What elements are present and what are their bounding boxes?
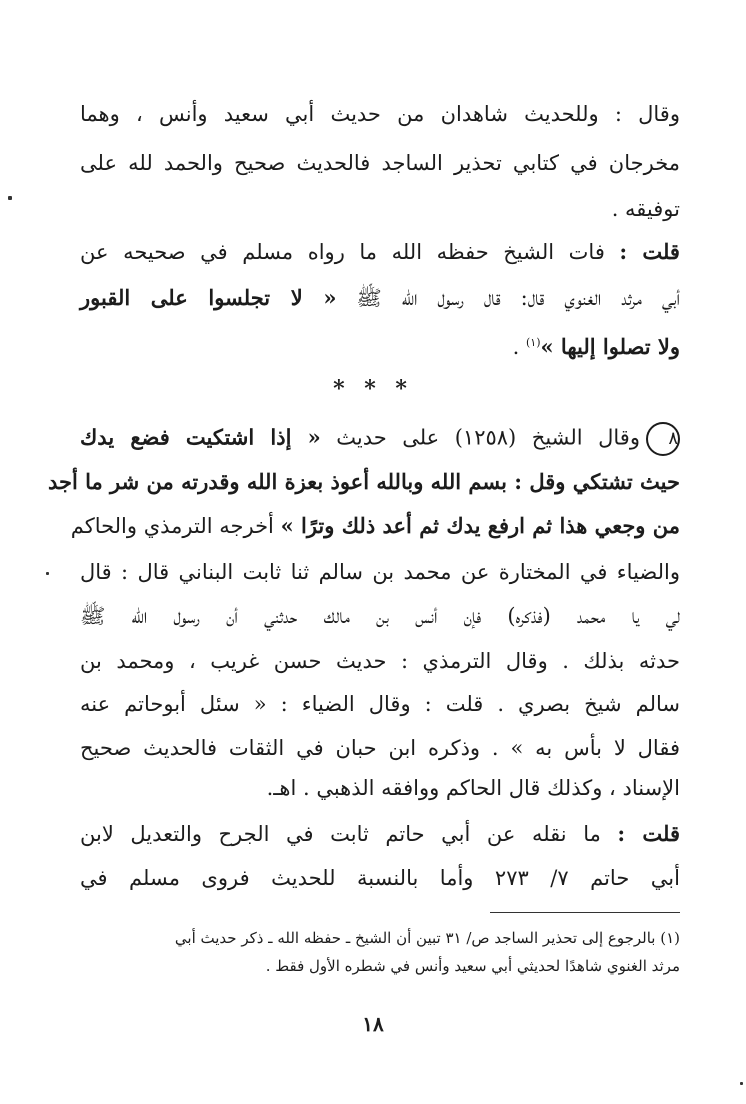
scan-speck (740, 1082, 743, 1085)
text-line: قلت : فات الشيخ حفظه الله ما رواه مسلم في صحيحه عن (80, 239, 680, 264)
text-line: وقال : وللحديث شاهدان من حديث أبي سعيد وأنس ، وهما (80, 102, 680, 126)
text-line: والضياء في المختارة عن محمد بن سالم ثنا ثابت البناني قال : قال (80, 560, 680, 584)
text-line: حيث تشتكي وقل : بسم الله وبالله أعوذ بعزة الله وقدرته من شر ما أجد (47, 469, 680, 494)
text-line: لي يا محمد (فذكره) فإن أنس بن مالك حدثني أن رسول الله ﷺ (80, 604, 680, 628)
text-line: حدثه بذلك . وقال الترمذي : حديث حسن غريب ، ومحمد بن (80, 649, 680, 673)
item-number-circle: ٨ (646, 422, 680, 456)
footnote-marker: (١) (525, 336, 541, 349)
scan-speck (46, 572, 49, 575)
text-line: الإسناد ، وكذلك قال الحاكم ووافقه الذهبي . اهـ. (266, 776, 680, 800)
text-line: من وجعي هذا ثم ارفع يدك ثم أعد ذلك وترًا » أخرجه الترمذي والحاكم (70, 513, 680, 538)
footnote-line: مرثد الغنوي شاهدًا لحديثي أبي سعيد وأنس في شطره الأول فقط . (265, 957, 680, 975)
section-separator: * * * (333, 376, 413, 402)
text-line: ولا تصلوا إليها »$^{(١)}$ . (512, 334, 680, 359)
footnote-rule (490, 912, 680, 913)
scan-speck (8, 196, 12, 200)
text-line: أبي مرثد الغنوي قال: قال رسول الله ﷺ « لا تجلسوا على القبور (80, 285, 680, 310)
text-line: فقال لا بأس به » . وذكره ابن حبان في الثقات فالحديث صحيح (80, 736, 680, 760)
text-line: أبي حاتم ٧/ ٢٧٣ وأما بالنسبة للحديث فروى مسلم في (80, 866, 680, 890)
text-line: قلت : ما نقله عن أبي حاتم ثابت في الجرح والتعديل لابن (80, 821, 680, 846)
text-line: ٨وقال الشيخ (١٢٥٨) على حديث « إذا اشتكيت فضع يدك (80, 422, 680, 456)
page-number: ١٨ (362, 1012, 384, 1036)
footnote-line: (١) بالرجوع إلى تحذير الساجد ص/ ٣١ تبين أن الشيخ ـ حفظه الله ـ ذكر حديث أبي (174, 929, 680, 947)
text-line: مخرجان في كتابي تحذير الساجد فالحديث صحيح والحمد لله على (80, 151, 680, 175)
text-line: سالم شيخ بصري . قلت : وقال الضياء : « سئل أبوحاتم عنه (80, 692, 680, 716)
text-line: توفيقه . (611, 197, 680, 221)
